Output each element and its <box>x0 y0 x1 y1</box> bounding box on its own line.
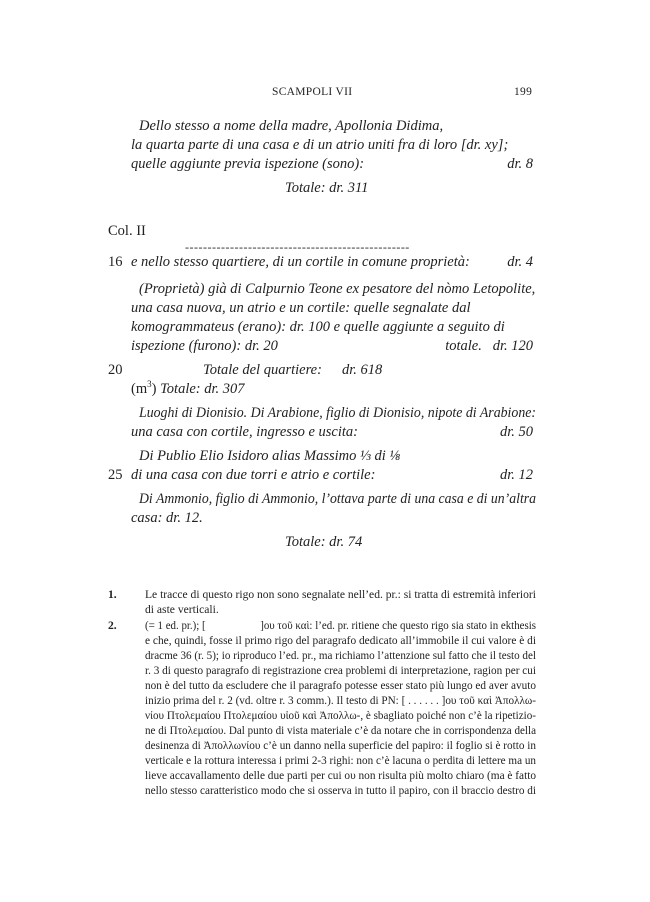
line-number: 20 <box>108 362 123 378</box>
note-line: non è del tutto da escludere che il paragrafo potesse esser stato più lungo ed aver avuto <box>145 679 536 692</box>
amount: totale. dr. 120 <box>445 338 533 354</box>
amount: dr. 8 <box>507 156 533 172</box>
line-number: 16 <box>108 254 123 270</box>
amount: dr. 618 <box>342 362 383 378</box>
text-line: Dello stesso a nome della madre, Apollonia Didima, <box>139 118 444 134</box>
note-line: ne di Πτολεμαίου. Dal punto di vista materiale c’è da notare che in corrispondenza della <box>145 724 536 737</box>
text-line: la quarta parte di una casa e di un atrio uniti fra di loro [dr. xy]; <box>131 137 509 153</box>
note-line: (= 1 ed. pr.); [ ]ου τοῦ καὶ: l’ed. pr. ritiene che questo rigo sia stato in ekthesis <box>145 619 537 632</box>
text-line: di una casa con due torri e atrio e cortile: <box>131 467 376 483</box>
m3-suffix: ) <box>151 381 161 397</box>
text-line: una casa nuova, un atrio e un cortile: quelle segnalate dal <box>131 300 471 316</box>
text-line: Di Publio Elio Isidoro alias Massimo ⅓ di ⅛ <box>139 448 401 464</box>
text-line: komogrammateus (erano): dr. 100 e quelle aggiunte a seguito di <box>131 319 505 335</box>
total-line: Totale: dr. 311 <box>285 180 369 196</box>
column-heading: Col. II <box>108 223 146 239</box>
text-line: ispezione (furono): dr. 20 <box>131 338 278 354</box>
text-line: Luoghi di Dionisio. Di Arabione, figlio di Dionisio, nipote di Arabione: <box>139 405 537 421</box>
text-line: e nello stesso quartiere, di un cortile in comune proprietà: <box>131 254 470 270</box>
note-line: di aste verticali. <box>145 603 219 616</box>
total-line: Totale: dr. 74 <box>285 534 363 550</box>
text-line: quelle aggiunte previa ispezione (sono): <box>131 156 365 172</box>
amount: dr. 50 <box>499 424 533 440</box>
note-line: r. 3 di questo paragrafo di registrazione crea problemi di interpretazione, ragion per cui <box>145 664 536 677</box>
amount: dr. 12 <box>499 467 533 483</box>
note-line: desinenza di Ἀπολλωνίου c’è un danno nella superficie del papiro: il foglio si è rotto in <box>145 739 536 752</box>
m3-total-line <box>131 380 245 399</box>
line-number: 25 <box>108 467 123 483</box>
note-line: dracme 36 (r. 5); io riproduco l’ed. pr., ma richiamo l’attenzione sul fatto che il testo del <box>145 649 537 662</box>
note-number: 1. <box>108 588 117 601</box>
note-line: lieve accavallamento delle due parti per cui ου non risulta più molto chiaro (ma è fatto <box>145 769 537 782</box>
note-number: 2. <box>108 619 117 632</box>
m3-total: Totale: dr. 307 <box>160 381 245 397</box>
note-line: inizio prima del r. 2 (vd. oltre r. 3 comm.). Il testo di PN: [ . . . . . . ]ου τοῦ καὶ Ἀπολλω- <box>145 694 537 707</box>
note-line: νίου Πτολεμαίου Πτολεμαίου υἱοῦ καὶ Ἀπολλω-, è sbagliato poiché non c’è la ripetizio- <box>145 709 536 722</box>
note-line: Le tracce di questo rigo non sono segnalate nell’ed. pr.: si tratta di estremità inferiori <box>145 588 537 601</box>
amount: dr. 4 <box>507 254 533 270</box>
m3-superscript: 3 <box>147 379 152 390</box>
note-line: e che, quindi, fosse il primo rigo del paragrafo dedicato all’immobile il cui valore è di <box>145 634 537 647</box>
note-line: verticale e la rottura interessa i primi 2-3 righi: non c’è lacuna o perdita di lettere ma un <box>145 754 536 767</box>
page-number: 199 <box>514 86 533 98</box>
running-title: SCAMPOLI VII <box>272 86 353 98</box>
text-line: (Proprietà) già di Calpurnio Teone ex pesatore del nòmo Letopolite, <box>139 281 536 297</box>
dashed-separator: -------------------------------------------------- <box>185 240 410 254</box>
text-line: Di Ammonio, figlio di Ammonio, l’ottava parte di una casa e di un’altra <box>139 491 537 507</box>
total-line: Totale del quartiere: <box>203 362 322 378</box>
text-line: casa: dr. 12. <box>131 510 203 526</box>
note-line: nello stesso caratteristico modo che si osserva in tutto il papiro, con il braccio destro di <box>145 784 537 797</box>
text-line: una casa con cortile, ingresso e uscita: <box>131 424 358 440</box>
m3-prefix: (m <box>131 381 148 397</box>
